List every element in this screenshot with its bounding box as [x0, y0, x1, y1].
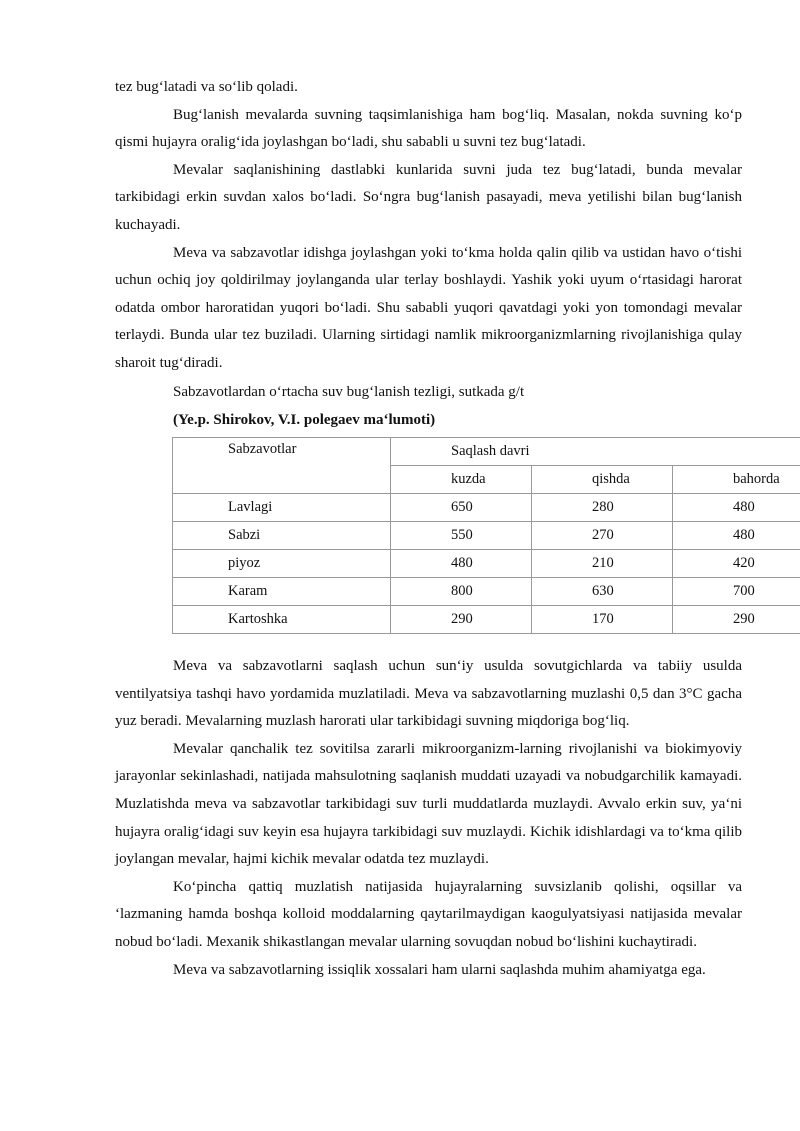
table-cell: 210: [532, 550, 673, 578]
paragraph: tez bug‘latadi va so‘lib qoladi.: [115, 79, 298, 95]
paragraph: Mevalar saqlanishining dastlabki kunlarida suvni juda tez bug‘latadi, bunda mevalar tarkibidagi erkin suvdan xalos bo‘ladi. So‘ngra bug‘lanish pasayadi, meva yetilishi bilan bug‘lanish kuchayadi.: [115, 161, 742, 233]
table-cell: piyoz: [173, 550, 391, 578]
table-header-cell: bahorda: [673, 466, 800, 494]
paragraph: Meva va sabzavotlar idishga joylashgan yoki to‘kma holda qalin qilib va ustidan havo o‘tishi uchun ochiq joy qoldirilmay joylanganda ular terlay boshlaydi. Yashik yoki uyum o‘rtasidagi harorat odatda ombor haroratidan yuqori bo‘ladi. Shu sababli yuqori qavatdagi yoki yon tomondagi mevalar terlaydi. Bunda ular tez buziladi. Ularning sirtidagi namlik mikroorganizmlarning rivojlanishiga qulay sharoit tug‘diradi.: [115, 244, 742, 371]
table-header-cell: qishda: [532, 466, 673, 494]
table-header-cell: Sabzavotlar: [173, 438, 391, 494]
table-source: (Ye.p. Shirokov, V.I. polegaev ma‘lumoti): [173, 412, 436, 428]
table-cell: 800: [391, 578, 532, 606]
table-row: [173, 522, 800, 550]
paragraph: Bug‘lanish mevalarda suvning taqsimlanishiga ham bog‘liq. Masalan, nokda suvning ko‘p qismi hujayra oralig‘ida joylashgan bo‘ladi, shu sababli u suvni tez bug‘latadi.: [115, 106, 742, 151]
table-cell: 420: [673, 550, 800, 578]
table-cell: 550: [391, 522, 532, 550]
table-cell: Kartoshka: [173, 606, 391, 634]
text-block-top: [115, 74, 742, 378]
paragraph: Mevalar qanchalik tez sovitilsa zararli mikroorganizm-larning rivojlanishi va biokimyoviy jarayonlar sekinlashadi, natijada mahsulotning saqlanish muddati uzayadi va nobudgarchilik kamayadi. Muzlatishda meva va sabzavotlar tarkibidagi suv turli muddatlarda muzlaydi. Avvalo erkin suv, ya‘ni hujayra oralig‘idagi suv keyin esa hujayra tarkibidagi suv muzlaydi. Kichik idishlardagi va to‘kma qilib joylangan mevalar, hajmi kichik mevalar odatda tez muzlaydi.: [115, 740, 742, 868]
paragraph: Meva va sabzavotlarni saqlash uchun sun‘iy usulda sovutgichlarda va tabiiy usulda ventilyatsiya tashqi havo yordamida muzlatiladi. Meva va sabzavotlarning muzlashi 0,5 dan 3°C gacha yuz beradi. Mevalarning muzlash harorati ular tarkibidagi suvning miqdoriga bog‘liq.: [115, 658, 742, 730]
table-cell: 290: [673, 606, 800, 634]
table-cell: 270: [532, 522, 673, 550]
paragraph: Meva va sabzavotlarning issiqlik xossalari ham ularni saqlashda muhim ahamiyatga ega.: [173, 961, 706, 978]
table-row: [173, 578, 800, 606]
table-cell: 650: [391, 494, 532, 522]
evaporation-table: [172, 437, 800, 634]
table-cell: 480: [673, 494, 800, 522]
table-cell: 480: [391, 550, 532, 578]
table-cell: 290: [391, 606, 532, 634]
text-block-bottom: [115, 653, 742, 984]
table-caption: Sabzavotlardan o‘rtacha suv bug‘lanish tezligi, sutkada g/t: [173, 384, 525, 400]
table-row: [173, 494, 800, 522]
table-row: [173, 606, 800, 634]
table-header-cell: Saqlash davri: [391, 438, 800, 466]
table-cell: 170: [532, 606, 673, 634]
table-cell: 480: [673, 522, 800, 550]
table-header-row: [173, 438, 800, 466]
table-cell: Karam: [173, 578, 391, 606]
table-cell: 280: [532, 494, 673, 522]
table-cell: 700: [673, 578, 800, 606]
table-cell: Sabzi: [173, 522, 391, 550]
table-row: [173, 550, 800, 578]
table-cell: 630: [532, 578, 673, 606]
table-cell: Lavlagi: [173, 494, 391, 522]
paragraph: Ko‘pincha qattiq muzlatish natijasida hujayralarning suvsizlanib qolishi, oqsillar va ‘lazmaning hamda boshqa kolloid moddalarning qaytarilmaydigan kaogulyatsiyasi natijasida mevalar nobud bo‘ladi. Mexanik shikastlangan mevalar ularning sovuqdan nobud bo‘lishini kuchaytiradi.: [115, 878, 742, 950]
table-header-cell: kuzda: [391, 466, 532, 494]
